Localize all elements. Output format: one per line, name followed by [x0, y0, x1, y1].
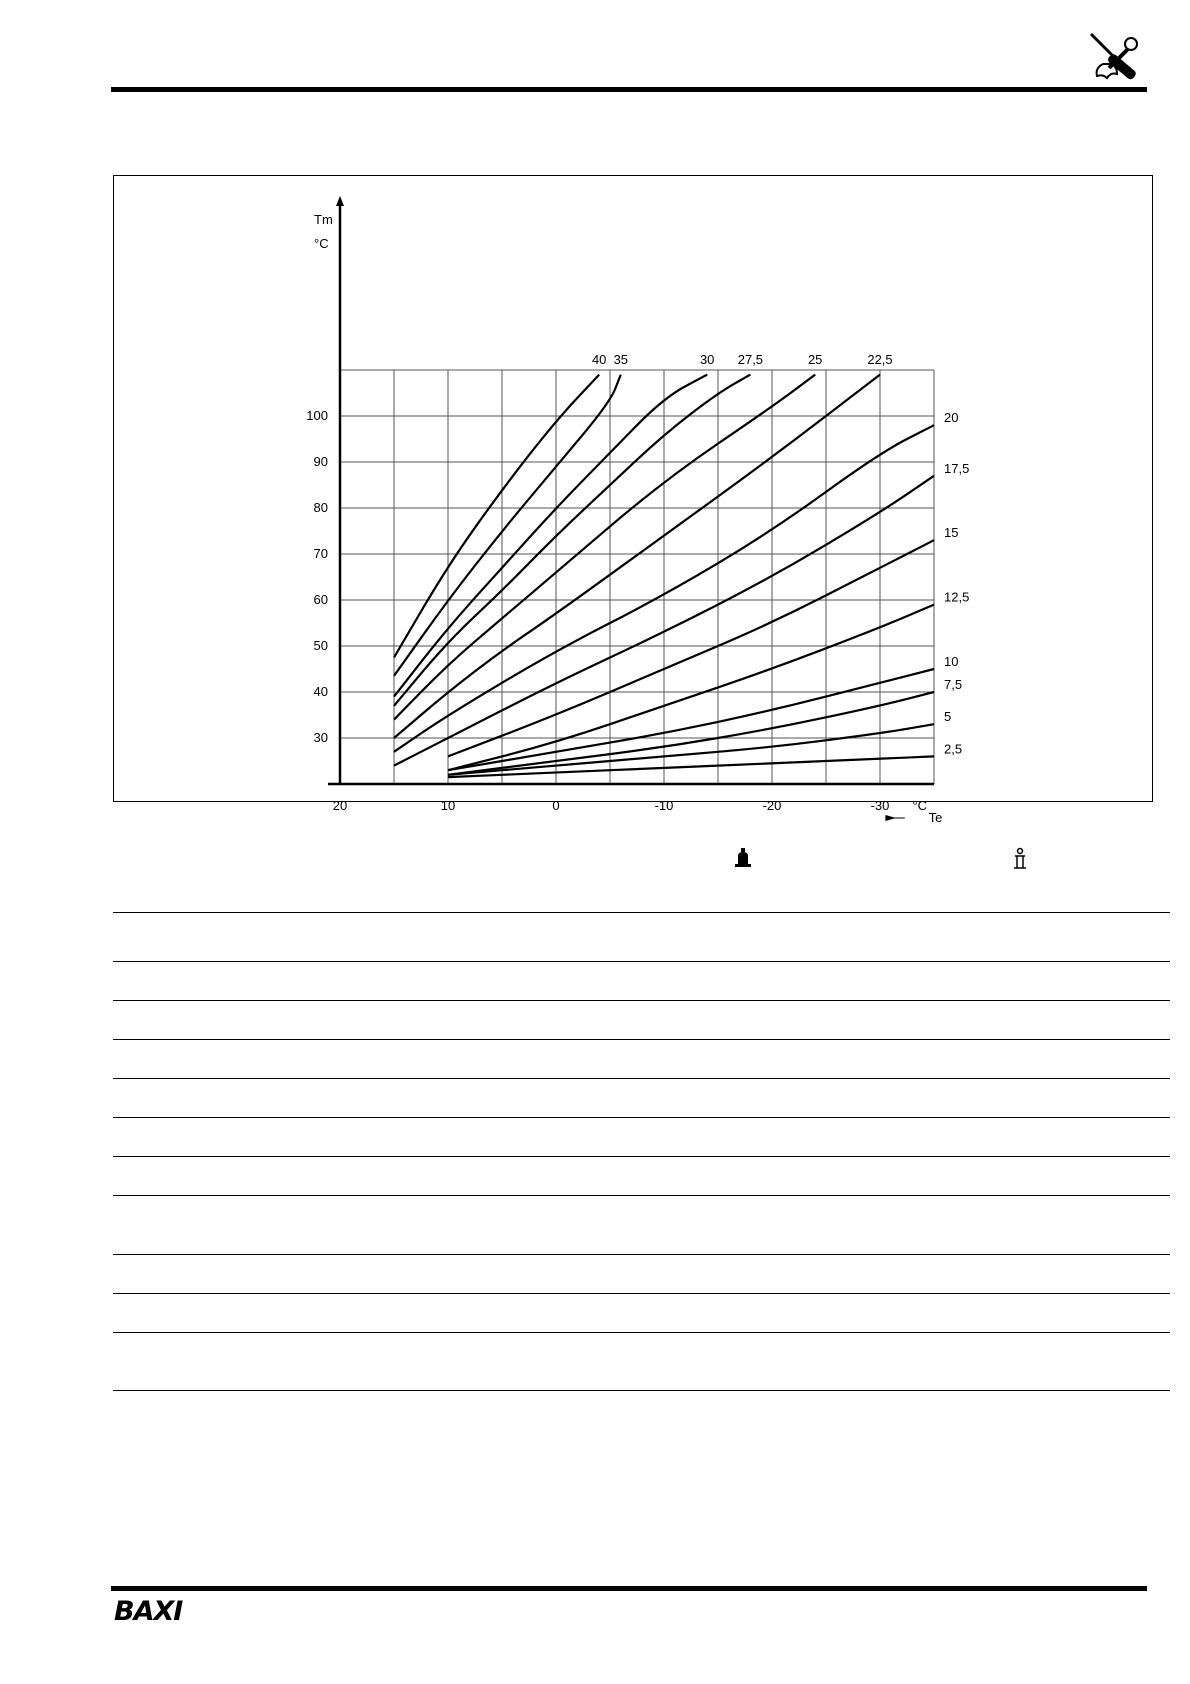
y-axis-arrow	[336, 196, 344, 206]
y-tick-label: 100	[306, 408, 328, 423]
y-tick-label: 70	[313, 546, 328, 561]
curve-label: 10	[944, 654, 959, 669]
x-axis-label: Te	[928, 810, 943, 825]
x-tick-label: -20	[762, 798, 782, 813]
chart-canvas	[114, 176, 1152, 825]
curve-label: 25	[807, 352, 823, 367]
x-tick-label: 0	[552, 798, 560, 813]
person-icon	[1013, 848, 1027, 870]
curve-40	[394, 375, 599, 658]
baxi-logo: BAXI	[114, 1596, 183, 1627]
curve-label: 5	[944, 709, 952, 725]
curve-label: 22,5	[867, 352, 893, 367]
curve-30	[394, 375, 707, 697]
table-row	[113, 1039, 1170, 1078]
table-row	[113, 1293, 1170, 1332]
curve-label: 12,5	[944, 589, 970, 605]
x-tick-label: -10	[654, 798, 674, 813]
footer-rule	[111, 1586, 1147, 1591]
x-axis-unit: °C	[912, 798, 927, 813]
chart-grid	[340, 370, 934, 784]
curve-label: 20	[944, 410, 959, 426]
curve-7-5	[448, 692, 934, 775]
y-tick-label: 60	[313, 592, 328, 607]
table-row	[113, 1195, 1170, 1254]
curve-label: 7,5	[944, 677, 963, 692]
y-tick-label: 80	[313, 500, 328, 515]
parameter-table	[113, 912, 1170, 1391]
heating-curve-chart	[113, 175, 1153, 825]
curve-2-5	[448, 756, 934, 777]
y-tick-label: 30	[313, 730, 328, 745]
curve-35	[394, 375, 621, 676]
curve-label: 2,5	[944, 741, 963, 757]
table-row	[113, 912, 1170, 961]
table-row	[113, 961, 1170, 1000]
curve-25	[394, 375, 815, 720]
table-row	[113, 1117, 1170, 1156]
curve-label: 17,5	[944, 460, 970, 476]
curve-label: 40	[591, 352, 607, 367]
table-row	[113, 1254, 1170, 1293]
curve-label: 15	[944, 525, 959, 541]
tools-icon	[1085, 28, 1145, 84]
y-tick-label: 90	[313, 454, 328, 469]
table-row	[113, 1332, 1170, 1391]
y-tick-label: 40	[313, 684, 328, 699]
curve-label: 30	[699, 352, 715, 367]
x-tick-label: 10	[440, 798, 456, 813]
y-axis-unit: °C	[314, 236, 329, 251]
table-row	[113, 1156, 1170, 1195]
header-rule	[111, 87, 1147, 92]
table-row	[113, 1000, 1170, 1039]
table-row	[113, 1078, 1170, 1117]
bell-icon	[735, 848, 751, 870]
x-tick-label: -30	[870, 798, 890, 813]
y-axis-label: Tm	[314, 212, 333, 227]
curve-label: 35	[613, 352, 629, 367]
y-tick-label: 50	[313, 638, 328, 653]
x-tick-label: 20	[332, 798, 348, 813]
curve-label: 27,5	[737, 352, 764, 367]
